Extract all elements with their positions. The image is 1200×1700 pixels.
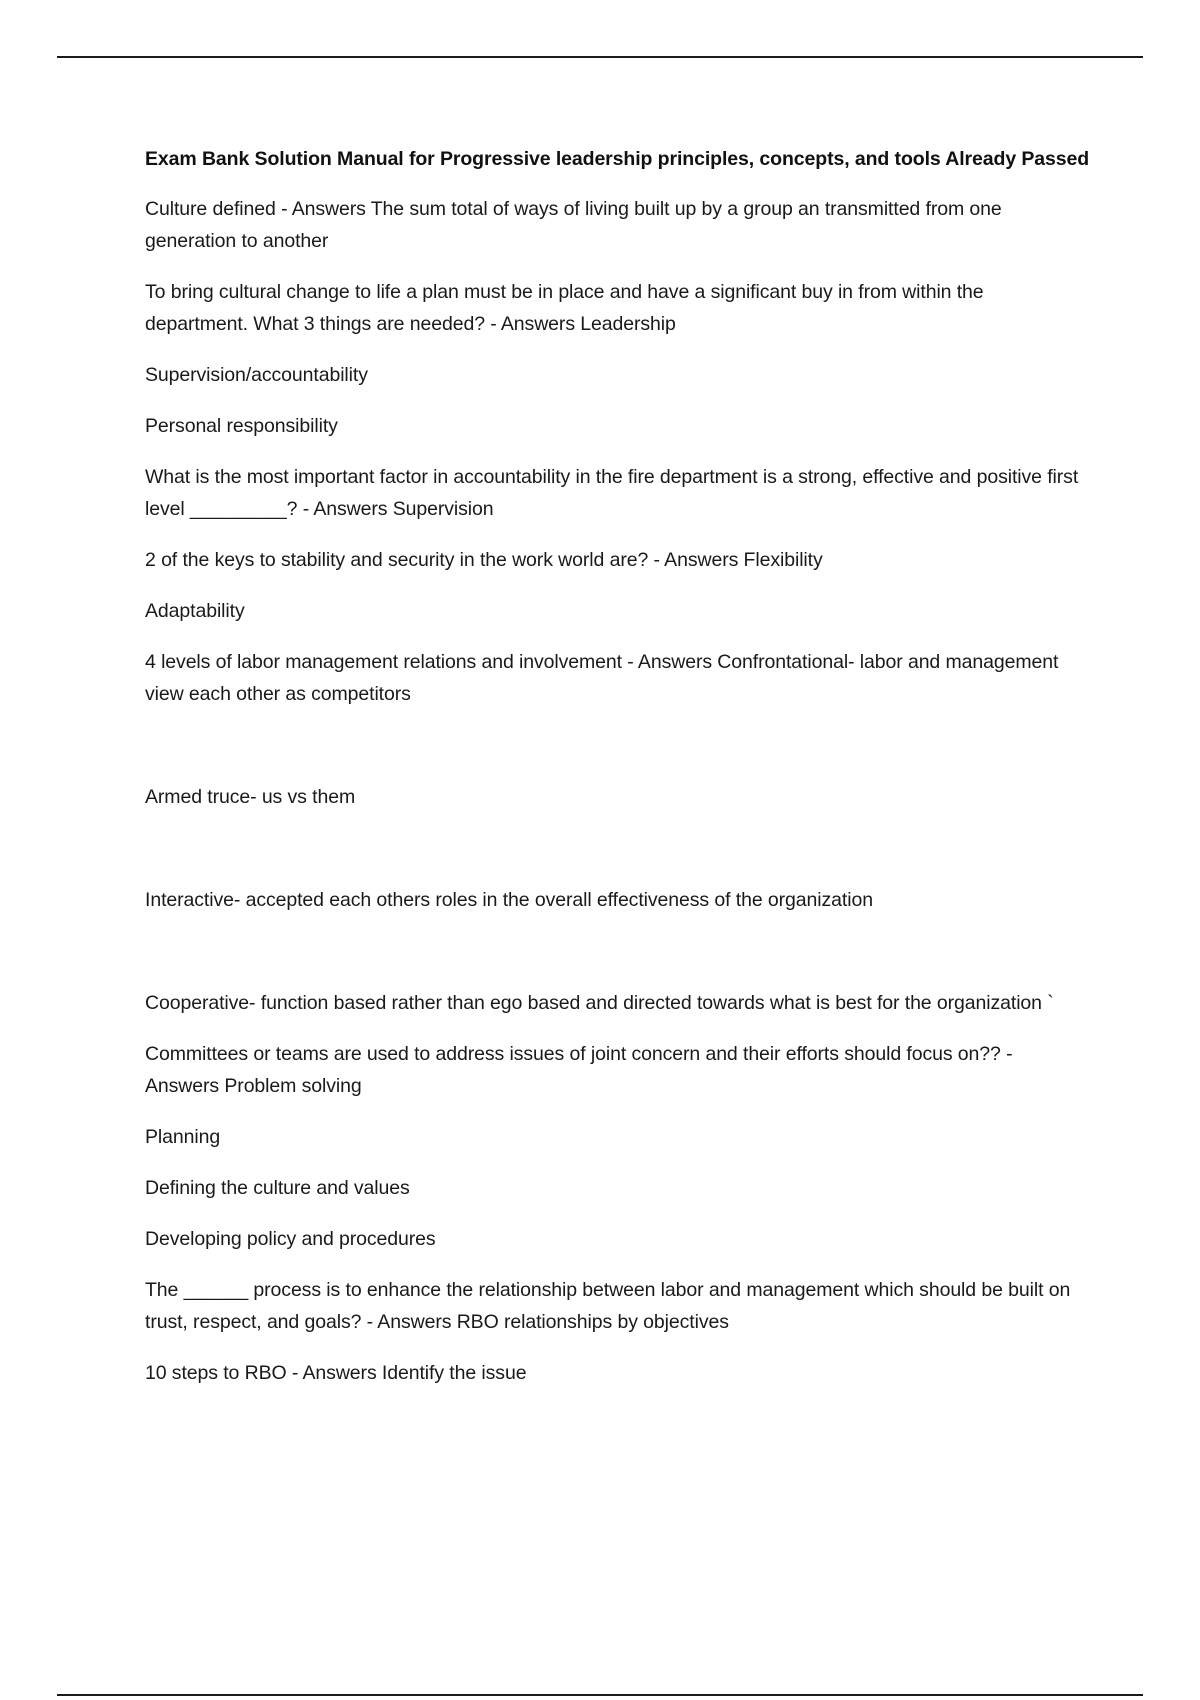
qa-paragraph: The ______ process is to enhance the relationship between labor and management which should be built on trust, respect, and goals? - Answers RBO relationships by objectives	[145, 1279, 1071, 1333]
qa-paragraph: 2 of the keys to stability and security in the work world are? - Answers Flexibility	[145, 549, 823, 571]
header-rule	[57, 56, 1143, 58]
qa-paragraph: 4 levels of labor management relations and involvement - Answers Confrontational- labor and management view each other as competitors	[145, 651, 1059, 705]
answer-line: Planning	[145, 1126, 221, 1148]
document-body	[145, 144, 1090, 1408]
qa-paragraph: Culture defined - Answers The sum total of ways of living built up by a group an transmitted from one generation to another	[145, 198, 1002, 252]
footer-rule	[57, 1694, 1143, 1696]
answer-line: Armed truce- us vs them	[145, 786, 356, 808]
answer-line: Personal responsibility	[145, 415, 338, 437]
answer-line: Cooperative- function based rather than ego based and directed towards what is best for the organization `	[145, 992, 1054, 1014]
qa-paragraph: Committees or teams are used to address issues of joint concern and their efforts should focus on?? - Answers Problem solving	[145, 1043, 1013, 1097]
answer-line: Adaptability	[145, 600, 245, 622]
answer-line: Supervision/accountability	[145, 364, 368, 386]
qa-paragraph: 10 steps to RBO - Answers Identify the issue	[145, 1362, 527, 1384]
qa-paragraph: To bring cultural change to life a plan must be in place and have a significant buy in from within the department. What 3 things are needed? - Answers Leadership	[145, 281, 984, 335]
answer-line: Developing policy and procedures	[145, 1228, 436, 1250]
qa-paragraph: What is the most important factor in accountability in the fire department is a strong, effective and positive first level _________? - Answers Supervision	[145, 466, 1079, 520]
answer-line: Interactive- accepted each others roles in the overall effectiveness of the organization	[145, 889, 873, 911]
answer-line: Defining the culture and values	[145, 1177, 410, 1199]
document-title: Exam Bank Solution Manual for Progressive leadership principles, concepts, and tools Already Passed	[145, 148, 1090, 170]
